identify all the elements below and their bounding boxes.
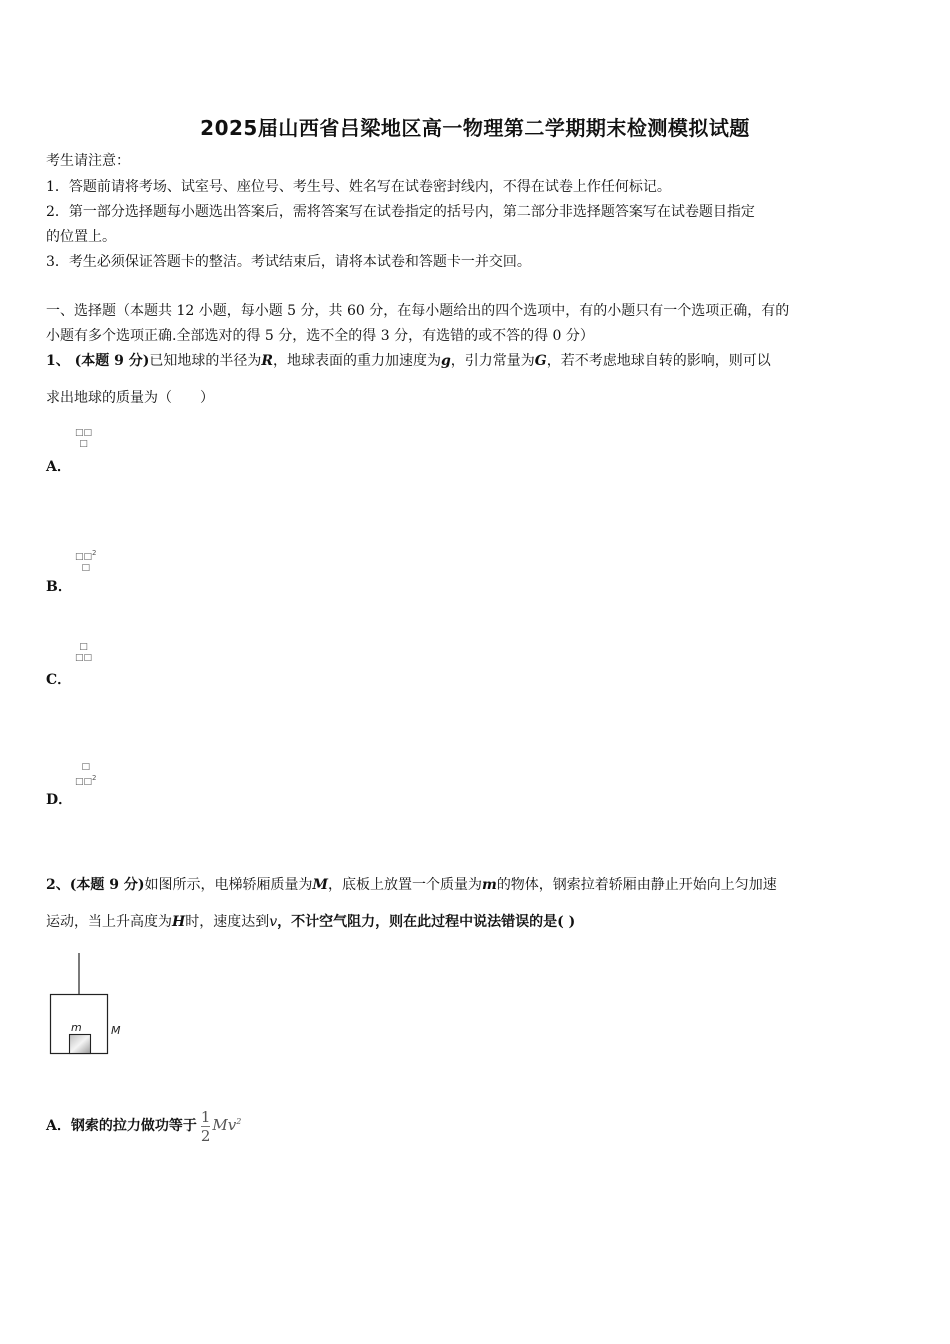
option-b-label: B． — [46, 579, 72, 595]
var-R: R — [261, 353, 273, 369]
option-b-numerator-sup: 2 — [92, 549, 97, 557]
notice-heading: 考生请注意： — [46, 153, 130, 169]
option-c-label: C． — [46, 672, 72, 688]
question-1-prefix: 1、 (本题 9 分) — [46, 353, 150, 369]
option-d-label: D． — [46, 792, 73, 808]
section-heading-line1: 一、选择题（本题共 12 小题，每小题 5 分，共 60 分，在每小题给出的四个选项中，有的小题只有一个选项正确，有的 — [46, 303, 790, 319]
block-m — [70, 1035, 91, 1054]
option-b-numerator: □□ — [75, 552, 93, 562]
option-a-numerator: □□ — [75, 428, 93, 438]
question-1-text-a: 已知地球的半径为 — [149, 353, 262, 369]
mv-expression: Mv — [212, 1116, 237, 1134]
option-d-numerator: □ — [81, 762, 90, 772]
option-d-formula — [74, 762, 97, 788]
option-d-denominator: □□ — [75, 777, 93, 787]
section-heading-line2: 小题有多个选项正确.全部选对的得 5 分，选不全的得 3 分，有选错的或不答的得 0 分） — [46, 328, 594, 344]
option-a-formula — [74, 428, 93, 450]
question-1-line2: 求出地球的质量为（ ） — [46, 390, 214, 406]
option-c-numerator: □ — [79, 642, 88, 652]
var-g: g — [441, 353, 451, 369]
half-numerator: 1 — [200, 1107, 211, 1126]
question-1-line1 — [46, 351, 771, 371]
option-a-label: A． — [46, 459, 71, 475]
question-2-prefix: 2、(本题 9 分) — [46, 877, 145, 893]
question-2-text-a: 如图所示，电梯轿厢质量为 — [144, 877, 313, 893]
elevator-figure — [44, 950, 134, 1060]
option-b-formula — [74, 548, 97, 574]
question-1-text-d: ，若不考虑地球自转的影响，则可以 — [546, 353, 771, 369]
q2-option-a-text: 钢索的拉力做功等于 — [70, 1118, 197, 1134]
mv-exponent: 2 — [236, 1117, 242, 1126]
question-1-text-c: ，引力常量为 — [450, 353, 535, 369]
question-2-line1 — [46, 875, 777, 895]
question-2-text-d: 运动，当上升高度为 — [46, 914, 172, 930]
label-M: M — [111, 1024, 121, 1037]
question-2-text-e: 时，速度达到 — [185, 914, 270, 930]
question-2-text-f: ，不计空气阻力，则在此过程中说法错误的是( ) — [277, 914, 576, 930]
half-denominator: 2 — [200, 1126, 211, 1145]
label-m: m — [71, 1021, 82, 1034]
var-v: v — [269, 914, 278, 930]
option-b-denominator: □ — [81, 563, 90, 573]
half-fraction — [201, 1108, 211, 1145]
question-2-option-a — [46, 1104, 241, 1145]
var-H: H — [172, 914, 186, 930]
var-m: m — [481, 877, 497, 893]
option-d-denominator-sup: 2 — [92, 774, 97, 782]
option-c-denominator: □□ — [75, 653, 93, 663]
var-G: G — [534, 353, 547, 369]
var-M: M — [312, 877, 328, 893]
notice-item-2-cont: 的位置上。 — [46, 229, 116, 245]
q2-option-a-label: A． — [46, 1118, 71, 1134]
notice-item-1: 1．答题前请将考场、试室号、座位号、考生号、姓名写在试卷密封线内，不得在试卷上作任何标记。 — [46, 179, 671, 195]
question-2-text-b: ，底板上放置一个质量为 — [327, 877, 482, 893]
page-title: 2025届山西省吕梁地区高一物理第二学期期末检测模拟试题 — [200, 116, 750, 140]
option-c-formula — [74, 642, 93, 664]
question-2-text-c: 的物体，钢索拉着轿厢由静止开始向上匀加速 — [496, 877, 777, 893]
notice-item-3: 3．考生必须保证答题卡的整洁。考试结束后，请将本试卷和答题卡一并交回。 — [46, 254, 531, 270]
question-2-line2 — [46, 912, 575, 932]
option-a-denominator: □ — [79, 439, 88, 449]
question-1-text-b: ，地球表面的重力加速度为 — [273, 353, 441, 369]
notice-item-2: 2．第一部分选择题每小题选出答案后，需将答案写在试卷指定的括号内，第二部分非选择题答案写在试卷题目指定 — [46, 204, 755, 220]
